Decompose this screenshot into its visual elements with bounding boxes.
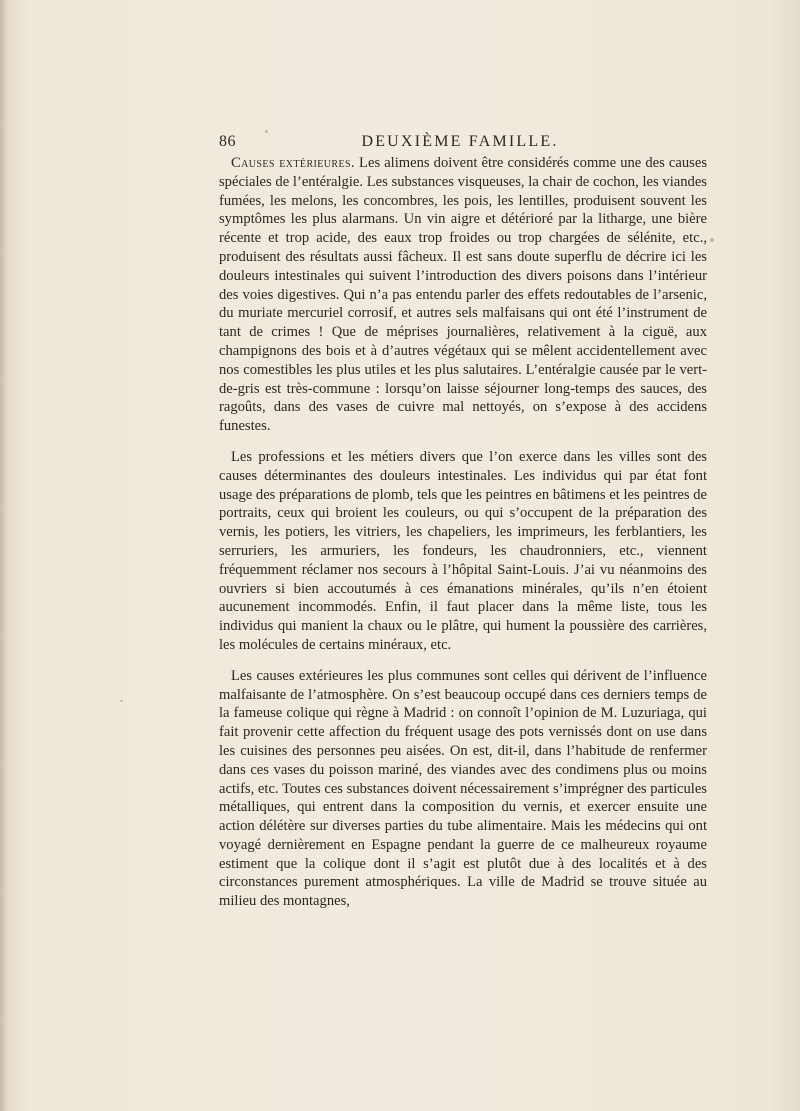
page-number: 86 xyxy=(219,133,236,150)
paragraph-text: Les causes extérieures les plus communes sont celles qui dérivent de l’influence malfaisante de l’atmosphère. On s’est beaucoup occupé dans ces derniers temps de la fameuse colique qui règne à Madrid : on connoît l’opinion de M. Luzuriaga, qui fait provenir cette affection du fréquent usage des pots vernissés dont on use dans les cuisines des personnes peu aisées. On est, dit-il, dans l’habitude de renfermer dans ces vases du poisson mariné, des viandes avec des condimens plus ou moins actifs, etc. Toutes ces substances doivent nécessairement s’imprégner des particules métalliques, qui entrent dans la composition du vernis, et exercer ensuite une action délétère sur diverses parties du tube alimentaire. Mais les médecins qui ont voyagé dernièrement en Espagne pendant la guerre de ce malheureux royaume estiment que la colique dont il s’agit est plutôt due à des localités et à des circonstances purement atmosphériques. La ville de Madrid se trouve située au milieu des montagnes, xyxy=(219,667,707,910)
section-heading: Causes extérieures. xyxy=(231,155,355,171)
page-edge-shadow xyxy=(0,0,8,1111)
body-text xyxy=(219,154,707,911)
paragraph-atmosphere xyxy=(219,667,707,911)
paragraph-professions xyxy=(219,448,707,655)
paper-speck xyxy=(120,700,123,702)
paragraph-text: Les professions et les métiers divers que l’on exerce dans les villes sont des causes déterminantes des douleurs intestinales. Les individus qui par état font usage des préparations de plomb, tels que les peintres en bâtimens et les peintres de portraits, ceux qui broient les couleurs, ou qui s’occupent de la préparation des vernis, les potiers, les vitriers, les chapeliers, les imprimeurs, les ferblantiers, les serruriers, les armuriers, les fondeurs, les chaudronniers, etc., viennent fréquemment réclamer nos secours à l’hôpital Saint-Louis. J’ai vu néanmoins des ouvriers si bien accoutumés à ces émanations minérales, qu’ils n’en étoient aucunement incommodés. Enfin, il faut placer dans la même liste, tous les individus qui manient la chaux ou le plâtre, qui hument la poussière des carrières, les molécules de certains minéraux, etc. xyxy=(219,448,707,653)
chapter-title: DEUXIÈME FAMILLE. xyxy=(361,133,559,150)
paper-speck xyxy=(710,238,714,242)
paragraph-external-causes xyxy=(219,154,707,436)
running-head xyxy=(219,133,701,155)
paper-speck xyxy=(265,130,268,133)
paragraph-text: Les alimens doivent être considérés comme une des causes spéciales de l’entéralgie. Les substances visqueuses, la chair de cochon, les viandes fumées, les melons, les concombres, les pois, les lentilles, produisent souvent les symptômes les plus alarmans. Un vin aigre et détérioré par la litharge, une bière récente et trop acide, des eaux trop froides ou trop chargées de sélénite, etc., produisent des résultats aussi fâcheux. Il est sans doute superflu de décrire ici les douleurs intestinales qui suivent l’introduction des divers poisons dans l’intérieur des voies digestives. Qui n’a pas entendu parler des effets redoutables de l’arsenic, du muriate mercuriel corrosif, et autres sels malfaisans qui ont été l’instrument de tant de crimes ! Que de méprises journalières, relativement à la ciguë, aux champignons des bois et à d’autres végétaux qui se mêlent accidentellement avec nos comestibles les plus utiles et les plus salutaires. L’entéralgie causée par le vert-de-gris est très-commune : lorsqu’on laisse séjourner long-temps des sauces, des ragoûts, dans des vases de cuivre mal nettoyés, on s’expose à des accidens funestes. xyxy=(219,155,707,435)
